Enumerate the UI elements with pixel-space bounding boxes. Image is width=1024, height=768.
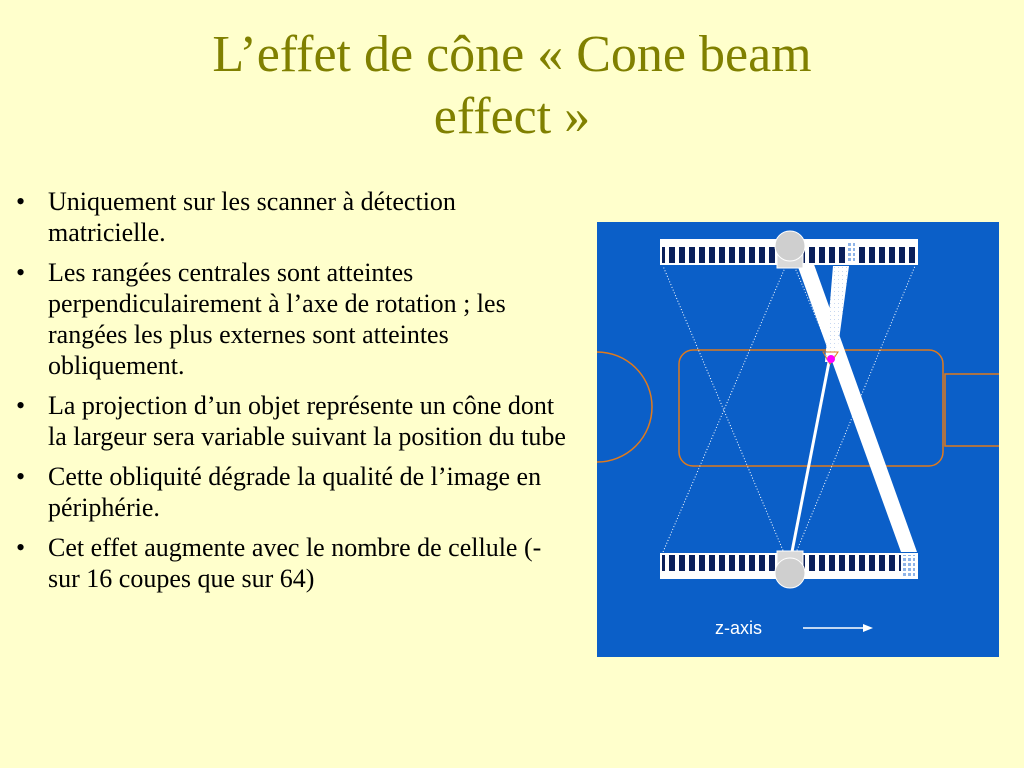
bullet-text: La projection d’un objet représente un cône dont la largeur sera variable suivant la position du tube	[48, 391, 566, 451]
diagram-background	[597, 222, 999, 657]
z-axis-label: z-axis	[715, 618, 763, 638]
detector-row-top-active-cells	[847, 241, 855, 263]
detector-row-bottom-active-cells	[901, 555, 915, 577]
bullet-item	[10, 390, 578, 452]
object-point	[827, 355, 835, 363]
x-ray-tube-top	[775, 231, 805, 261]
bullet-list	[10, 186, 578, 603]
bullet-text: Cette obliquité dégrade la qualité de l’image en périphérie.	[48, 462, 542, 522]
x-ray-tube-bottom	[775, 558, 805, 588]
slide-title	[60, 24, 964, 148]
bullet-item	[10, 461, 578, 523]
bullet-dot: •	[16, 258, 26, 287]
cone-beam-diagram	[597, 222, 999, 657]
bullet-item	[10, 257, 578, 381]
bullet-text: Uniquement sur les scanner à détection matricielle.	[48, 187, 456, 247]
bullet-text: Cet effet augmente avec le nombre de cellule (- sur 16 coupes que sur 64)	[48, 533, 542, 593]
cone-beam-diagram-svg	[597, 222, 999, 657]
bullet-dot: •	[16, 533, 26, 562]
bullet-text: Les rangées centrales sont atteintes perpendiculairement à l’axe de rotation ; les rangées les plus externes sont atteintes obliquement.	[48, 258, 506, 380]
bullet-item	[10, 532, 578, 594]
slide-title-line-1: L’effet de cône « Cone beam	[212, 26, 812, 83]
slide-title-line-2: effect »	[433, 88, 591, 145]
bullet-dot: •	[16, 391, 26, 420]
bullet-dot: •	[16, 187, 26, 216]
bullet-dot: •	[16, 462, 26, 491]
bullet-item	[10, 186, 578, 248]
